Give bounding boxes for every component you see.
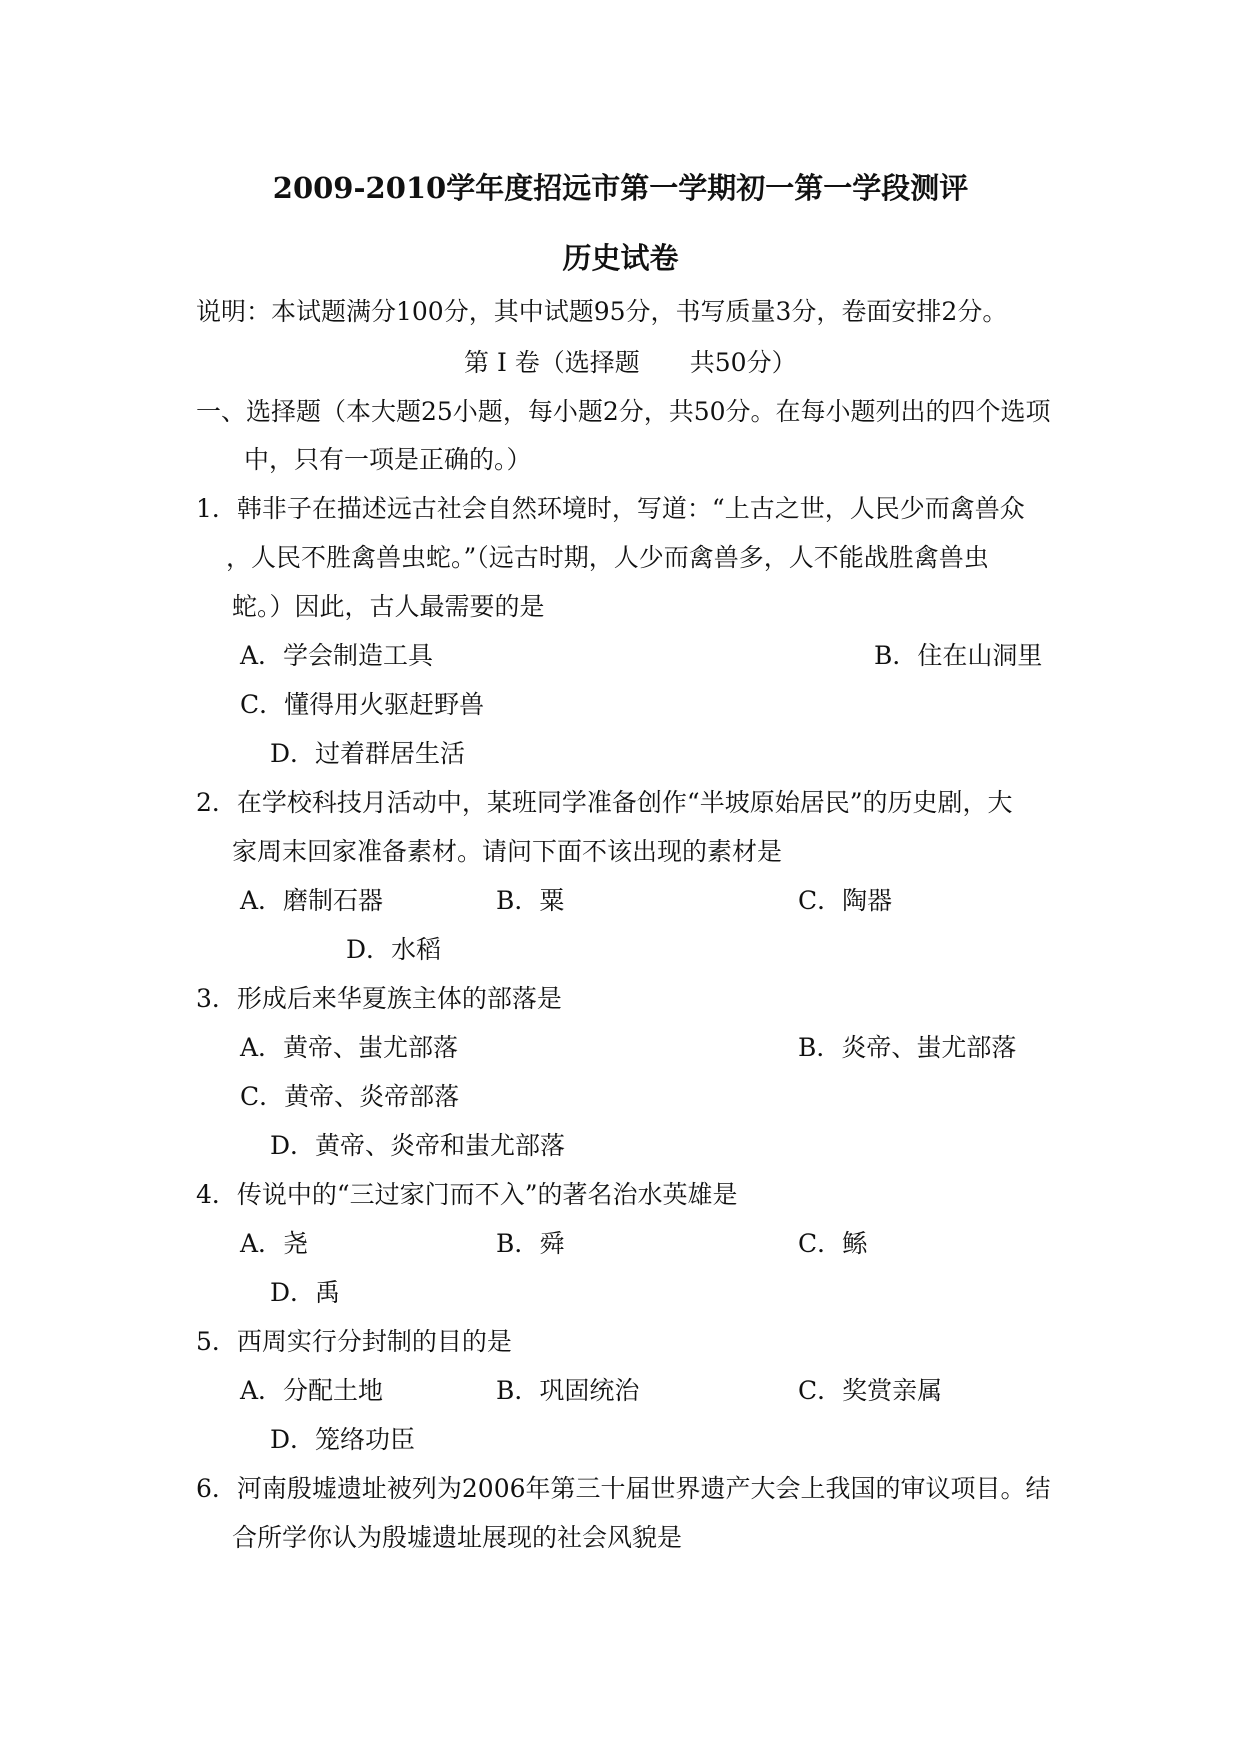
option-b: B．炎帝、蚩尤部落 bbox=[798, 1033, 1017, 1062]
option-b: B．巩固统治 bbox=[496, 1376, 640, 1405]
option-a: A．分配土地 bbox=[240, 1376, 384, 1405]
option-a: A．尧 bbox=[240, 1229, 309, 1258]
question-stem-line: 2．在学校科技月活动中，某班同学准备创作“半坡原始居民”的历史剧，大 bbox=[196, 788, 1013, 817]
option-c: C．鲧 bbox=[798, 1229, 868, 1258]
part-heading-line2: 中，只有一项是正确的。） bbox=[244, 445, 532, 474]
question-stem-line: 5．西周实行分封制的目的是 bbox=[196, 1327, 512, 1356]
instructions: 说明：本试题满分100分，其中试题95分，书写质量3分，卷面安排2分。 bbox=[196, 297, 1008, 326]
section-heading: 第 I 卷（选择题 共50分） bbox=[464, 348, 797, 377]
option-d: D．水稻 bbox=[346, 935, 442, 964]
question-stem-line: 6．河南殷墟遗址被列为2006年第三十届世界遗产大会上我国的审议项目。结 bbox=[196, 1474, 1051, 1503]
option-d: D．黄帝、炎帝和蚩尤部落 bbox=[270, 1131, 566, 1160]
option-c: C．陶器 bbox=[798, 886, 893, 915]
part-heading-line1: 一、选择题（本大题25小题，每小题2分，共50分。在每小题列出的四个选项 bbox=[196, 397, 1051, 426]
option-c: C．懂得用火驱赶野兽 bbox=[240, 690, 485, 719]
option-d: D．过着群居生活 bbox=[270, 739, 466, 768]
option-b: B．舜 bbox=[496, 1229, 565, 1258]
option-c: C．奖赏亲属 bbox=[798, 1376, 943, 1405]
option-d: D．禹 bbox=[270, 1278, 341, 1307]
question-stem-line: 4．传说中的“三过家门而不入”的著名治水英雄是 bbox=[196, 1180, 738, 1209]
option-c: C．黄帝、炎帝部落 bbox=[240, 1082, 460, 1111]
option-b: B．住在山洞里 bbox=[874, 641, 1043, 670]
exam-title: 2009-2010学年度招远市第一学期初一第一学段测评 bbox=[272, 171, 969, 205]
exam-subtitle: 历史试卷 bbox=[562, 241, 679, 275]
option-a: A．黄帝、蚩尤部落 bbox=[240, 1033, 459, 1062]
option-d: D．笼络功臣 bbox=[270, 1425, 416, 1454]
question-stem-line: 1．韩非子在描述远古社会自然环境时，写道：“上古之世，人民少而禽兽众 bbox=[196, 494, 1025, 523]
question-stem-line: 3．形成后来华夏族主体的部落是 bbox=[196, 984, 562, 1013]
option-a: A．磨制石器 bbox=[240, 886, 384, 915]
option-a: A．学会制造工具 bbox=[240, 641, 434, 670]
question-stem-line: ，人民不胜禽兽虫蛇。”（远古时期，人少而禽兽多，人不能战胜禽兽虫 bbox=[226, 543, 989, 572]
question-stem-line: 蛇。）因此，古人最需要的是 bbox=[232, 592, 545, 621]
option-b: B．粟 bbox=[496, 886, 565, 915]
question-stem-line: 合所学你认为殷墟遗址展现的社会风貌是 bbox=[232, 1523, 683, 1552]
question-stem-line: 家周末回家准备素材。请问下面不该出现的素材是 bbox=[232, 837, 783, 866]
